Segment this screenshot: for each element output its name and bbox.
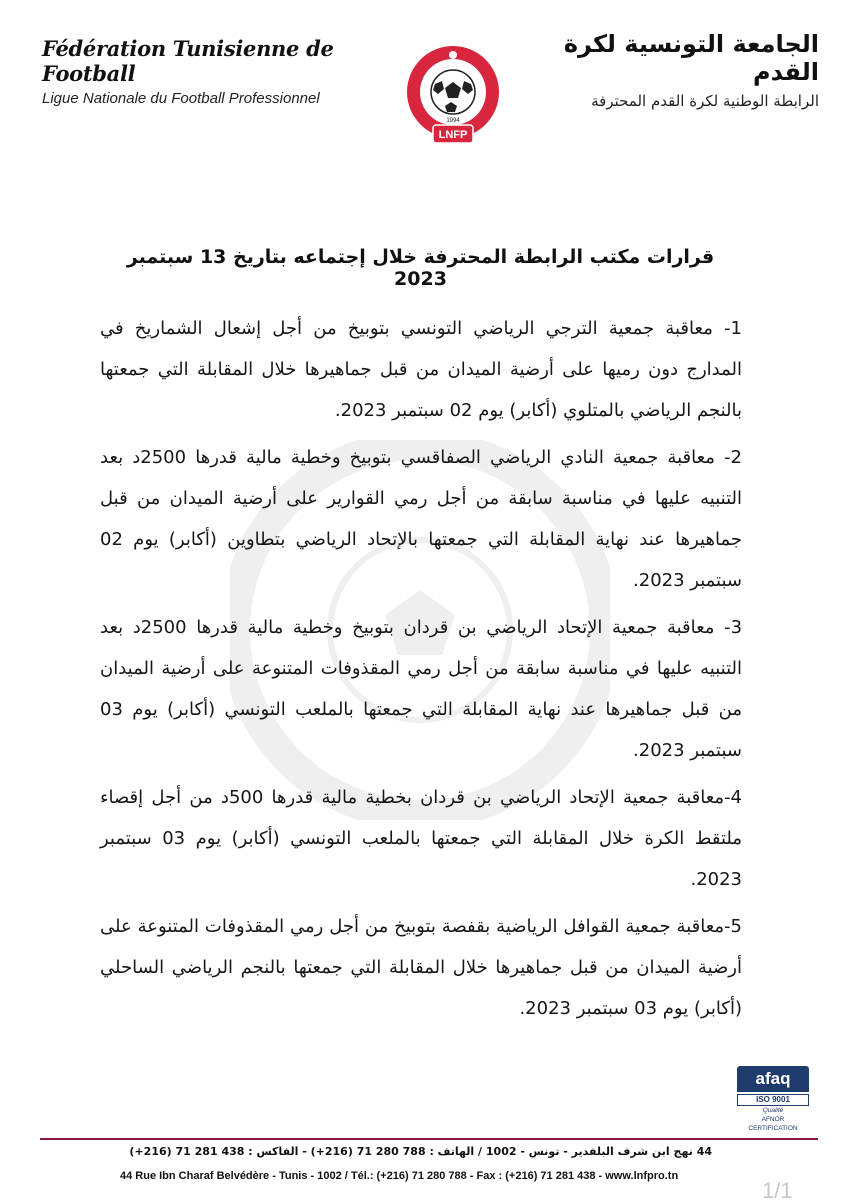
- quality-label: Qualité: [762, 1107, 784, 1114]
- league-name-fr: Ligue Nationale du Football Professionnel: [42, 90, 320, 107]
- logo-acronym: LNFP: [438, 129, 468, 141]
- afnor-label: AFNOR CERTIFICATION: [748, 1116, 798, 1132]
- header-french: [42, 36, 402, 107]
- afaq-certification-badge: [737, 1066, 809, 1136]
- footer-address-ar: 44 نهج ابن شرف البلفدير - تونس - 1002 / الهاتف : 788 280 71 (216+) - الفاكس : 438 281 71 (216+): [129, 1145, 712, 1158]
- federation-name-fr: Fédération Tunisienne de Football: [42, 36, 334, 86]
- decisions-list: [100, 308, 742, 1035]
- page-number: 1/1: [762, 1178, 793, 1203]
- footer-divider: [40, 1138, 818, 1140]
- federation-name-ar: الجامعة التونسية لكرة القدم: [563, 30, 819, 86]
- document-title: قرارات مكتب الرابطة المحترفة خلال إجتماعه بتاريخ 13 سبتمبر 2023: [126, 246, 715, 290]
- lnfp-logo: [405, 40, 501, 150]
- decision-item-5: 5-معاقبة جمعية القوافل الرياضية بقفصة بتوبيخ من أجل رمي المقذوفات المتنوعة على أرضية الميدان من قبل جماهيرها خلال المقابلة التي جمعتها بالنجم الرياضي الساحلي (أكابر) يوم 03 سبتمبر 2023.: [100, 916, 742, 1019]
- decision-item-1: 1- معاقبة جمعية الترجي الرياضي التونسي بتوبيخ من أجل إشعال الشماريخ في المدارج دون رميها على أرضية الميدان من قبل جماهيرها خلال المقابلة التي جمعتها بالنجم الرياضي بالمتلوي (أكابر) يوم 02 سبتمبر 2023.: [100, 318, 742, 421]
- decision-item-3: 3- معاقبة جمعية الإتحاد الرياضي بن قردان بتوبيخ وخطية مالية قدرها 2500د بعد التنبيه عليها في مناسبة سابقة من أجل رمي المقذوفات المتنوعة على أرضية الميدان من قبل جماهيرها عند نهاية المقابلة التي جمعتها بالملعب التونسي (أكابر) يوم 03 سبتمبر 2023.: [100, 617, 743, 761]
- afaq-brand: afaq: [737, 1066, 809, 1092]
- header-arabic: [519, 30, 819, 110]
- iso-label: ISO 9001: [737, 1094, 809, 1106]
- league-name-ar: الرابطة الوطنية لكرة القدم المحترفة: [591, 92, 819, 110]
- decision-item-2: 2- معاقبة جمعية النادي الرياضي الصفاقسي بتوبيخ وخطية مالية قدرها 2500د بعد التنبيه عليها في مناسبة سابقة من أجل رمي القوارير على أرضية الميدان من قبل جماهيرها عند نهاية المقابلة التي جمعتها بالإتحاد الرياضي بتطاوين (أكابر) يوم 02 سبتمبر 2023.: [100, 447, 742, 591]
- footer-address-fr: 44 Rue Ibn Charaf Belvédère - Tunis - 1002 / Tél.: (+216) 71 280 788 - Fax : (+216) 71 281 438 - www.lnfpro.tn: [120, 1170, 679, 1182]
- decision-item-4: 4-معاقبة جمعية الإتحاد الرياضي بن قردان بخطية مالية قدرها 500د من أجل إقصاء ملتقط الكرة خلال المقابلة التي جمعتها بالملعب التونسي (أكابر) يوم 03 سبتمبر 2023.: [100, 787, 743, 890]
- logo-year: 1994: [446, 118, 460, 124]
